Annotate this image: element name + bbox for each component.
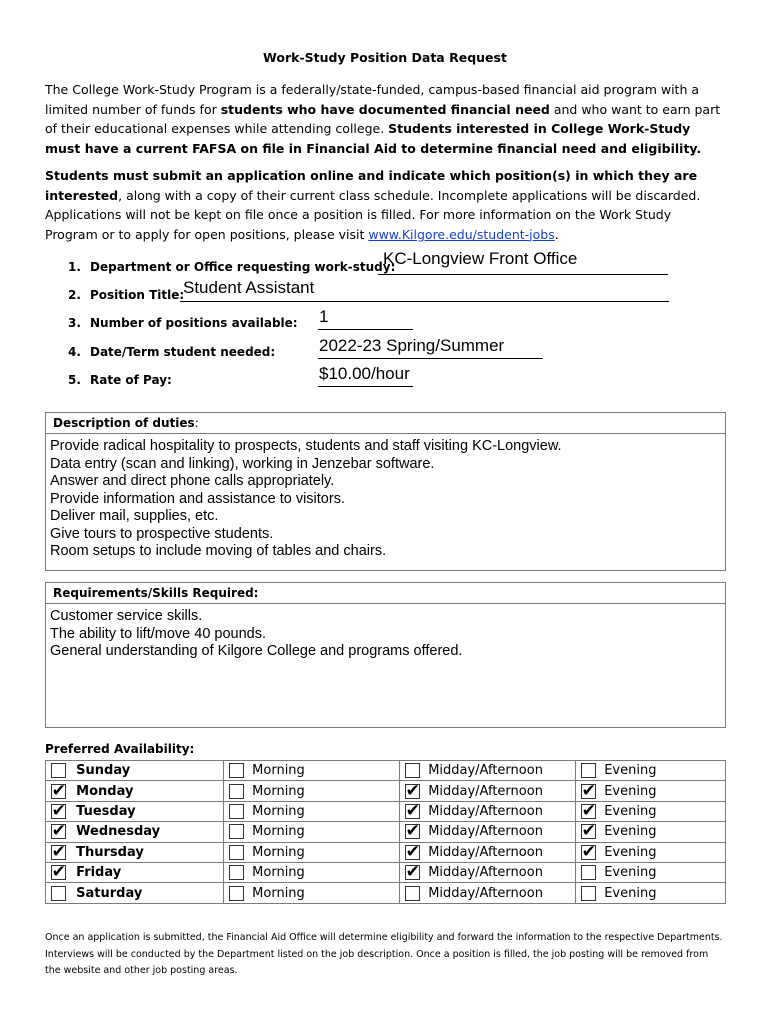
rate-of-pay-label: Rate of Pay:: [90, 373, 172, 387]
position-title-line: [180, 301, 669, 302]
slot-label: Evening: [600, 801, 725, 821]
monday-morning-checkbox-cell: [224, 781, 249, 801]
slot-label: Evening: [600, 883, 725, 903]
date-term-field[interactable]: 2022-23 Spring/Summer: [319, 336, 505, 355]
wednesday-morning-checkbox[interactable]: [229, 824, 244, 839]
monday-checkbox[interactable]: [51, 780, 66, 801]
date-term-label: Date/Term student needed:: [90, 345, 276, 359]
friday-evening-checkbox-cell: [576, 862, 601, 882]
rate-of-pay-line: [318, 386, 413, 387]
requirement-line: Customer service skills.: [50, 608, 203, 624]
intro-bold-2: Students interested in College Work-Study must have a current FAFSA on file in Financial Aid to determine financial need and eligibility.: [45, 121, 702, 156]
sunday-morning-checkbox-cell: [224, 761, 249, 781]
tuesday-morning-checkbox-cell: [224, 801, 249, 821]
field-number: 1.: [68, 260, 81, 274]
intro-text-1: The College Work-Study Program is a federally/state-funded, campus-based financial aid program with a limited number of funds for: [45, 82, 700, 117]
requirements-box: [45, 582, 726, 728]
availability-row: [46, 801, 726, 821]
sunday-checkbox-cell: [46, 761, 71, 781]
slot-label: Morning: [248, 781, 399, 801]
positions-available-line: [318, 329, 413, 330]
friday-checkbox-cell: [46, 862, 71, 882]
saturday-checkbox-cell: [46, 883, 71, 903]
monday-evening-checkbox[interactable]: [581, 780, 596, 801]
friday-midday-afternoon-checkbox[interactable]: [405, 862, 420, 883]
availability-row: [46, 822, 726, 842]
sunday-evening-checkbox[interactable]: [581, 763, 596, 778]
checkmark-icon: ✔: [51, 780, 66, 801]
duty-line: Provide radical hospitality to prospects, students and staff visiting KC-Longview.: [50, 438, 562, 454]
duty-line: Deliver mail, supplies, etc.: [50, 508, 219, 524]
saturday-morning-checkbox[interactable]: [229, 886, 244, 901]
requirement-line: General understanding of Kilgore College and programs offered.: [50, 643, 463, 659]
checkmark-icon: ✔: [581, 821, 596, 842]
checkmark-icon: ✔: [405, 780, 420, 801]
thursday-checkbox[interactable]: [51, 841, 66, 862]
date-term-line: [318, 358, 543, 359]
friday-midday-afternoon-checkbox-cell: [400, 862, 425, 882]
monday-evening-checkbox-cell: [576, 781, 601, 801]
saturday-checkbox[interactable]: [51, 886, 66, 901]
checkmark-icon: ✔: [405, 841, 420, 862]
requirement-line: The ability to lift/move 40 pounds.: [50, 625, 267, 642]
slot-label: Morning: [248, 761, 399, 781]
day-label: Tuesday: [70, 801, 223, 821]
friday-morning-checkbox[interactable]: [229, 865, 244, 880]
intro-text-2: and who want to earn part of their educational expenses while attending college.: [45, 101, 721, 136]
checkmark-icon: ✔: [405, 800, 420, 821]
saturday-midday-afternoon-checkbox[interactable]: [405, 886, 420, 901]
day-label: Sunday: [70, 761, 223, 781]
thursday-midday-afternoon-checkbox-cell: [400, 842, 425, 862]
slot-label: Evening: [600, 781, 725, 801]
friday-morning-checkbox-cell: [224, 862, 249, 882]
slot-label: Evening: [600, 822, 725, 842]
duty-line: Give tours to prospective students.: [50, 525, 274, 542]
availability-row: [46, 842, 726, 862]
thursday-checkbox-cell: [46, 842, 71, 862]
duties-text[interactable]: [46, 434, 725, 561]
availability-row: [46, 883, 726, 903]
duty-line: Data entry (scan and linking), working in Jenzebar software.: [50, 455, 435, 472]
day-label: Friday: [70, 862, 223, 882]
checkmark-icon: ✔: [405, 862, 420, 883]
tuesday-checkbox[interactable]: [51, 800, 66, 821]
duties-heading-colon: :: [194, 416, 199, 430]
position-title-field[interactable]: Student Assistant: [183, 278, 315, 297]
field-number: 2.: [68, 288, 81, 302]
duty-line: Provide information and assistance to visitors.: [50, 490, 345, 507]
wednesday-checkbox-cell: [46, 822, 71, 842]
slot-label: Midday/Afternoon: [424, 842, 575, 862]
thursday-midday-afternoon-checkbox[interactable]: [405, 841, 420, 862]
notice-bold: Students must submit an application online and indicate which position(s) in which they are interested: [45, 168, 698, 203]
day-label: Thursday: [70, 842, 223, 862]
positions-available-label: Number of positions available:: [90, 316, 298, 330]
sunday-evening-checkbox-cell: [576, 761, 601, 781]
slot-label: Morning: [248, 862, 399, 882]
field-number: 3.: [68, 316, 81, 330]
requirements-text[interactable]: [46, 604, 725, 661]
day-label: Monday: [70, 781, 223, 801]
checkmark-icon: ✔: [581, 800, 596, 821]
wednesday-midday-afternoon-checkbox-cell: [400, 822, 425, 842]
checkmark-icon: ✔: [51, 821, 66, 842]
monday-midday-afternoon-checkbox-cell: [400, 781, 425, 801]
tuesday-evening-checkbox[interactable]: [581, 800, 596, 821]
positions-available-field[interactable]: 1: [319, 307, 329, 326]
sunday-checkbox[interactable]: [51, 763, 66, 778]
monday-checkbox-cell: [46, 781, 71, 801]
slot-label: Midday/Afternoon: [424, 781, 575, 801]
duties-box: [45, 412, 726, 571]
notice-text-1: , along with a copy of their current class schedule. Incomplete applications will be discarded. Applications will not be kept on file once a position is filled. For more information on the Work Study Program or to apply for open positions, please visit: [45, 187, 701, 242]
position-title-label: Position Title:: [90, 288, 185, 302]
day-label: Wednesday: [70, 822, 223, 842]
slot-label: Morning: [248, 822, 399, 842]
thursday-evening-checkbox-cell: [576, 842, 601, 862]
notice-paragraph: [45, 166, 725, 244]
wednesday-checkbox[interactable]: [51, 821, 66, 842]
notice-text-2: .: [554, 226, 559, 242]
checkmark-icon: ✔: [51, 800, 66, 821]
slot-label: Morning: [248, 883, 399, 903]
thursday-morning-checkbox-cell: [224, 842, 249, 862]
slot-label: Midday/Afternoon: [424, 883, 575, 903]
slot-label: Evening: [600, 842, 725, 862]
duty-line: Room setups to include moving of tables and chairs.: [50, 543, 387, 559]
wednesday-morning-checkbox-cell: [224, 822, 249, 842]
slot-label: Morning: [248, 801, 399, 821]
saturday-midday-afternoon-checkbox-cell: [400, 883, 425, 903]
intro-bold-1: students who have documented financial need: [220, 101, 550, 117]
slot-label: Morning: [248, 842, 399, 862]
duty-line: Answer and direct phone calls appropriately.: [50, 473, 335, 489]
department-label: Department or Office requesting work-study:: [90, 260, 396, 274]
thursday-evening-checkbox[interactable]: [581, 841, 596, 862]
slot-label: Evening: [600, 761, 725, 781]
thursday-morning-checkbox[interactable]: [229, 845, 244, 860]
department-line: [378, 274, 668, 275]
student-jobs-link[interactable]: www.Kilgore.edu/student-jobs: [368, 226, 555, 242]
friday-evening-checkbox[interactable]: [581, 865, 596, 880]
checkmark-icon: ✔: [581, 841, 596, 862]
slot-label: Midday/Afternoon: [424, 862, 575, 882]
availability-row: [46, 781, 726, 801]
page-title: Work-Study Position Data Request: [263, 50, 507, 65]
wednesday-midday-afternoon-checkbox[interactable]: [405, 821, 420, 842]
tuesday-morning-checkbox[interactable]: [229, 804, 244, 819]
rate-of-pay-field[interactable]: $10.00/hour: [319, 364, 410, 383]
sunday-midday-afternoon-checkbox-cell: [400, 761, 425, 781]
field-number: 5.: [68, 373, 81, 387]
availability-row: [46, 862, 726, 882]
field-number: 4.: [68, 345, 81, 359]
availability-table: [45, 760, 726, 904]
friday-checkbox[interactable]: [51, 862, 66, 883]
monday-morning-checkbox[interactable]: [229, 784, 244, 799]
sunday-midday-afternoon-checkbox[interactable]: [405, 763, 420, 778]
availability-row: [46, 761, 726, 781]
saturday-evening-checkbox-cell: [576, 883, 601, 903]
checkmark-icon: ✔: [581, 780, 596, 801]
saturday-morning-checkbox-cell: [224, 883, 249, 903]
footer-note: Once an application is submitted, the Financial Aid Office will determine eligibility and forward the information to the respective Departments. Interviews will be conducted by the Department listed on the job description. Once a position is filled, the job posting will be removed from the website and other job posting areas.: [45, 932, 723, 976]
intro-paragraph: [45, 80, 725, 158]
tuesday-midday-afternoon-checkbox-cell: [400, 801, 425, 821]
wednesday-evening-checkbox[interactable]: [581, 821, 596, 842]
slot-label: Evening: [600, 862, 725, 882]
slot-label: Midday/Afternoon: [424, 801, 575, 821]
duties-heading: [46, 413, 725, 434]
checkmark-icon: ✔: [405, 821, 420, 842]
monday-midday-afternoon-checkbox[interactable]: [405, 780, 420, 801]
checkmark-icon: ✔: [51, 841, 66, 862]
tuesday-midday-afternoon-checkbox[interactable]: [405, 800, 420, 821]
sunday-morning-checkbox[interactable]: [229, 763, 244, 778]
availability-heading: Preferred Availability:: [45, 742, 195, 756]
requirements-heading: Requirements/Skills Required:: [46, 583, 725, 604]
slot-label: Midday/Afternoon: [424, 822, 575, 842]
department-field[interactable]: KC-Longview Front Office: [383, 249, 578, 268]
checkmark-icon: ✔: [51, 862, 66, 883]
duties-heading-text: Description of duties: [53, 416, 195, 430]
slot-label: Midday/Afternoon: [424, 761, 575, 781]
wednesday-evening-checkbox-cell: [576, 822, 601, 842]
day-label: Saturday: [70, 883, 223, 903]
tuesday-evening-checkbox-cell: [576, 801, 601, 821]
tuesday-checkbox-cell: [46, 801, 71, 821]
saturday-evening-checkbox[interactable]: [581, 886, 596, 901]
